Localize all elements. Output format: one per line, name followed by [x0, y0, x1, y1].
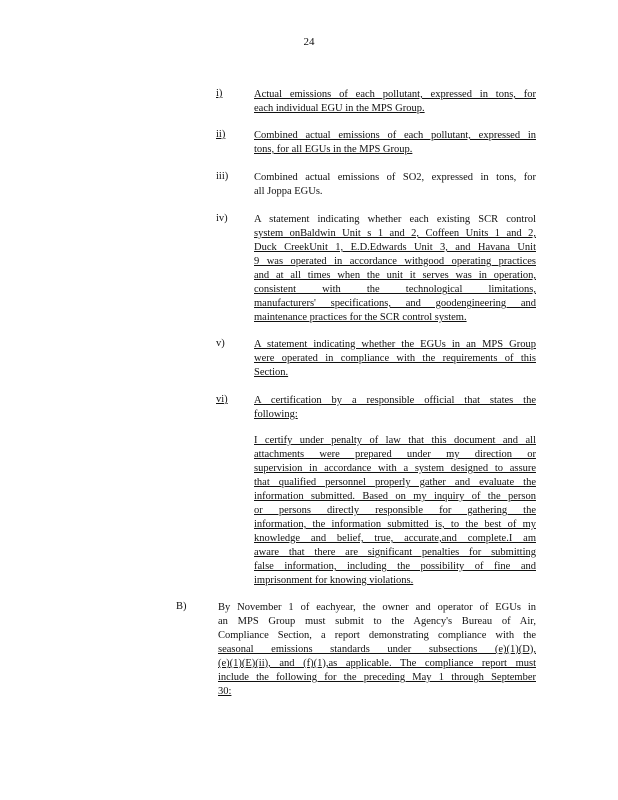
- cert-line-9: aware that there are significant penalties for submitting: [254, 547, 536, 558]
- section-b-line-7: 30:: [218, 686, 232, 697]
- item-v-line-2: were operated in compliance with the requirements of this: [254, 353, 536, 364]
- item-v-line-3: Section.: [254, 367, 289, 378]
- item-vi-line-1: A certification by a responsible official that states the: [254, 395, 536, 406]
- item-marker-i: i): [216, 88, 223, 99]
- item-iv-line-4: 9 was operated in accordance withgood operating practices: [254, 256, 536, 267]
- item-iii-text: [254, 171, 536, 199]
- item-marker-ii: ii): [216, 129, 226, 140]
- item-iii-line-1: Combined actual emissions of SO2, expressed in tons, for: [254, 172, 536, 183]
- section-b-line-1: By November 1 of eachyear, the owner and operator of EGUs in: [218, 602, 536, 613]
- certification-statement: [254, 434, 536, 588]
- cert-line-4: that qualified personnel properly gather and evaluate the: [254, 477, 536, 488]
- cert-line-1: I certify under penalty of law that this document and all: [254, 435, 536, 446]
- item-iv-line-3: Duck CreekUnit 1, E.D.Edwards Unit 3, and Havana Unit: [254, 242, 536, 253]
- section-b-line-4: seasonal emissions standards under subsections (e)(1)(D),: [218, 644, 536, 655]
- section-b-line-3: Compliance Section, a report demonstrating compliance with the: [218, 630, 536, 641]
- item-ii-text: [254, 129, 536, 157]
- item-iv-line-7: manufacturers' specifications, and goodengineering and: [254, 298, 536, 309]
- item-i-line-2: each individual EGU in the MPS Group.: [254, 103, 425, 114]
- item-iii-line-2: all Joppa EGUs.: [254, 186, 323, 197]
- item-i-line-1: Actual emissions of each pollutant, expressed in tons, for: [254, 89, 536, 100]
- item-vi-text: [254, 394, 536, 422]
- item-iv-line-8: maintenance practices for the SCR control system.: [254, 312, 467, 323]
- section-b-line-2: an MPS Group must submit to the Agency's Bureau of Air,: [218, 616, 536, 627]
- item-iv-line-5: and at all times when the unit it serves was in operation,: [254, 270, 536, 281]
- item-v-text: [254, 338, 536, 380]
- item-iv-line-2: system onBaldwin Unit s 1 and 2, Coffeen Units 1 and 2,: [254, 228, 536, 239]
- item-ii-line-1: Combined actual emissions of each pollutant, expressed in: [254, 130, 536, 141]
- section-b-text: [218, 601, 536, 699]
- item-marker-vi: vi): [216, 394, 228, 405]
- item-marker-v: v): [216, 338, 225, 349]
- item-i-text: [254, 88, 536, 116]
- cert-line-6: or persons directly responsible for gathering the: [254, 505, 536, 516]
- item-iv-text: [254, 213, 536, 325]
- cert-line-11: imprisonment for knowing violations.: [254, 575, 414, 586]
- section-b-marker: B): [176, 601, 187, 612]
- item-marker-iii: iii): [216, 171, 229, 182]
- cert-line-7: information, the information submitted is, to the best of my: [254, 519, 536, 530]
- item-iv-line-6: consistent with the technological limitations,: [254, 284, 536, 295]
- item-ii-line-2: tons, for all EGUs in the MPS Group.: [254, 144, 413, 155]
- item-iv-line-1: A statement indicating whether each existing SCR control: [254, 214, 536, 225]
- section-b-line-5: (e)(1)(E)(ii), and (f)(1),as applicable. The compliance report must: [218, 658, 536, 669]
- cert-line-2: attachments were prepared under my direction or: [254, 449, 536, 460]
- item-v-line-1: A statement indicating whether the EGUs in an MPS Group: [254, 339, 536, 350]
- item-vi-line-2: following:: [254, 409, 298, 420]
- cert-line-5: information submitted. Based on my inquiry of the person: [254, 491, 536, 502]
- cert-line-10: false information, including the possibility of fine and: [254, 561, 536, 572]
- cert-line-8: knowledge and belief, true, accurate,and complete.I am: [254, 533, 536, 544]
- cert-line-3: supervision in accordance with a system designed to assure: [254, 463, 536, 474]
- page-number: 24: [303, 36, 315, 48]
- section-b-line-6: include the following for the preceding May 1 through September: [218, 672, 536, 683]
- item-marker-iv: iv): [216, 213, 228, 224]
